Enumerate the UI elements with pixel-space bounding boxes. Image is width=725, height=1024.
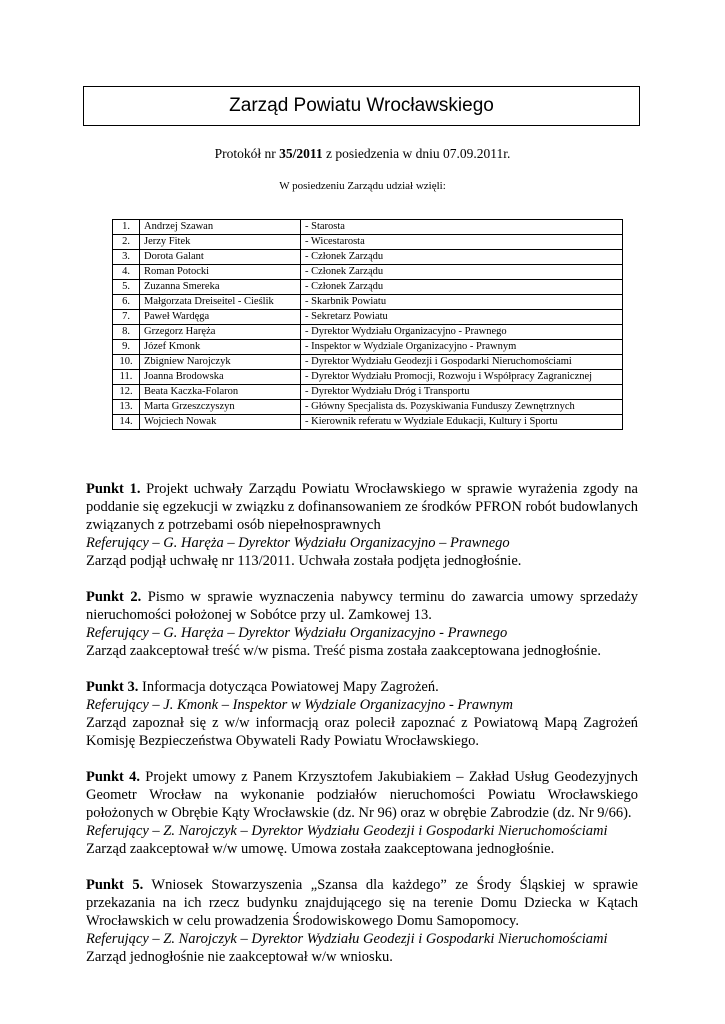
member-name: Małgorzata Dreiseitel - Cieślik xyxy=(140,295,301,310)
member-name: Grzegorz Haręża xyxy=(140,325,301,340)
point-referent: Referujący – G. Haręża – Dyrektor Wydziału Organizacyjno – Prawnego xyxy=(86,535,510,551)
member-role: - Członek Zarządu xyxy=(301,280,623,295)
member-name: Roman Potocki xyxy=(140,265,301,280)
member-row xyxy=(113,325,623,340)
agenda-points xyxy=(86,480,638,984)
member-role: - Skarbnik Powiatu xyxy=(301,295,623,310)
member-number: 2. xyxy=(113,235,140,250)
member-number: 4. xyxy=(113,265,140,280)
point-decision: Zarząd jednogłośnie nie zaakceptował w/w wniosku. xyxy=(86,949,393,965)
point-body xyxy=(86,768,638,822)
member-row xyxy=(113,310,623,325)
agenda-point xyxy=(86,876,638,966)
member-number: 13. xyxy=(113,400,140,415)
agenda-point xyxy=(86,588,638,660)
member-name: Wojciech Nowak xyxy=(140,415,301,430)
point-referent: Referujący – J. Kmonk – Inspektor w Wydziale Organizacyjno - Prawnym xyxy=(86,697,513,713)
member-name: Marta Grzeszczyszyn xyxy=(140,400,301,415)
member-number: 9. xyxy=(113,340,140,355)
member-role: - Członek Zarządu xyxy=(301,250,623,265)
point-body xyxy=(86,480,638,534)
member-row xyxy=(113,235,623,250)
member-role: - Dyrektor Wydziału Dróg i Transportu xyxy=(301,385,623,400)
member-number: 3. xyxy=(113,250,140,265)
member-row xyxy=(113,265,623,280)
member-number: 10. xyxy=(113,355,140,370)
point-label: Punkt 4. xyxy=(86,769,141,785)
member-role: - Dyrektor Wydziału Organizacyjno - Prawnego xyxy=(301,325,623,340)
member-number: 8. xyxy=(113,325,140,340)
point-label: Punkt 5. xyxy=(86,877,144,893)
member-name: Paweł Wardęga xyxy=(140,310,301,325)
member-name: Zuzanna Smereka xyxy=(140,280,301,295)
point-text: Projekt umowy z Panem Krzysztofem Jakubiakiem – Zakład Usług Geodezyjnych Geometr Wrocław na wykonanie podziałów nieruchomości Powiatu Wrocławskiego położonych w Obrębie Kąty Wrocławskie (dz. Nr 96) oraz w obrębie Zabrodzie (dz. Nr 9/66). xyxy=(86,769,638,821)
protocol-prefix: Protokół nr xyxy=(214,146,280,161)
protocol-number: 35/2011 xyxy=(279,146,323,161)
member-row xyxy=(113,400,623,415)
member-role: - Kierownik referatu w Wydziale Edukacji, Kultury i Sportu xyxy=(301,415,623,430)
point-text: Projekt uchwały Zarządu Powiatu Wrocławskiego w sprawie wyrażenia zgody na poddanie się egzekucji w związku z dofinansowaniem ze środków PFRON robót budowlanych związanych z potrzebami osób niepełnosprawnych xyxy=(86,481,638,533)
member-role: - Wicestarosta xyxy=(301,235,623,250)
member-role: - Dyrektor Wydziału Promocji, Rozwoju i Współpracy Zagranicznej xyxy=(301,370,623,385)
member-number: 12. xyxy=(113,385,140,400)
point-text: Wniosek Stowarzyszenia „Szansa dla każdego” ze Środy Śląskiej w sprawie przekazania na ich rzecz budynku znajdującego się na terenie Domu Dziecka w Kątach Wrocławskich w celu prowadzenia Środowiskowego Domu Samopomocy. xyxy=(86,877,638,929)
member-number: 1. xyxy=(113,220,140,235)
member-number: 6. xyxy=(113,295,140,310)
member-number: 11. xyxy=(113,370,140,385)
member-number: 5. xyxy=(113,280,140,295)
member-role: - Sekretarz Powiatu xyxy=(301,310,623,325)
point-decision: Zarząd zaakceptował treść w/w pisma. Treść pisma została zaakceptowana jednogłośnie. xyxy=(86,643,601,659)
point-decision: Zarząd zapoznał się z w/w informacją oraz polecił zapoznać z Powiatową Mapą Zagrożeń Komisję Bezpieczeństwa Obywateli Rady Powiatu Wrocławskiego. xyxy=(86,715,638,749)
members-table xyxy=(112,219,623,430)
point-label: Punkt 1. xyxy=(86,481,141,497)
member-name: Józef Kmonk xyxy=(140,340,301,355)
point-body xyxy=(86,678,638,696)
point-referent: Referujący – Z. Narojczyk – Dyrektor Wydziału Geodezji i Gospodarki Nieruchomościami xyxy=(86,823,608,839)
attendance-label: W posiedzeniu Zarządu udział wzięli: xyxy=(279,180,446,192)
member-row xyxy=(113,415,623,430)
document-title-box xyxy=(83,86,640,126)
point-referent: Referujący – G. Haręża – Dyrektor Wydziału Organizacyjno - Prawnego xyxy=(86,625,508,641)
point-label: Punkt 3. xyxy=(86,679,139,695)
point-body xyxy=(86,876,638,930)
protocol-suffix: z posiedzenia w dniu 07.09.2011r. xyxy=(322,146,511,161)
document-title: Zarząd Powiatu Wrocławskiego xyxy=(229,95,494,116)
protocol-line xyxy=(0,146,725,162)
member-row xyxy=(113,370,623,385)
member-number: 14. xyxy=(113,415,140,430)
member-row xyxy=(113,355,623,370)
point-body xyxy=(86,588,638,624)
member-name: Jerzy Fitek xyxy=(140,235,301,250)
member-name: Andrzej Szawan xyxy=(140,220,301,235)
member-name: Joanna Brodowska xyxy=(140,370,301,385)
member-role: - Inspektor w Wydziale Organizacyjno - Prawnym xyxy=(301,340,623,355)
point-label: Punkt 2. xyxy=(86,589,142,605)
member-role: - Członek Zarządu xyxy=(301,265,623,280)
member-row xyxy=(113,280,623,295)
point-decision: Zarząd zaakceptował w/w umowę. Umowa została zaakceptowana jednogłośnie. xyxy=(86,841,555,857)
point-text: Pismo w sprawie wyznaczenia nabywcy terminu do zawarcia umowy sprzedaży nieruchomości położonej w Sobótce przy ul. Zamkowej 13. xyxy=(86,589,638,623)
member-name: Zbigniew Narojczyk xyxy=(140,355,301,370)
member-row xyxy=(113,220,623,235)
member-name: Dorota Galant xyxy=(140,250,301,265)
point-referent: Referujący – Z. Narojczyk – Dyrektor Wydziału Geodezji i Gospodarki Nieruchomościami xyxy=(86,931,608,947)
member-role: - Dyrektor Wydziału Geodezji i Gospodarki Nieruchomościami xyxy=(301,355,623,370)
point-text: Informacja dotycząca Powiatowej Mapy Zagrożeń. xyxy=(138,679,439,695)
member-row xyxy=(113,295,623,310)
point-decision: Zarząd podjął uchwałę nr 113/2011. Uchwała została podjęta jednogłośnie. xyxy=(86,553,522,569)
member-name: Beata Kaczka-Folaron xyxy=(140,385,301,400)
agenda-point xyxy=(86,480,638,570)
agenda-point xyxy=(86,678,638,750)
member-row xyxy=(113,250,623,265)
member-role: - Główny Specjalista ds. Pozyskiwania Funduszy Zewnętrznych xyxy=(301,400,623,415)
member-row xyxy=(113,340,623,355)
member-role: - Starosta xyxy=(301,220,623,235)
agenda-point xyxy=(86,768,638,858)
member-number: 7. xyxy=(113,310,140,325)
member-row xyxy=(113,385,623,400)
